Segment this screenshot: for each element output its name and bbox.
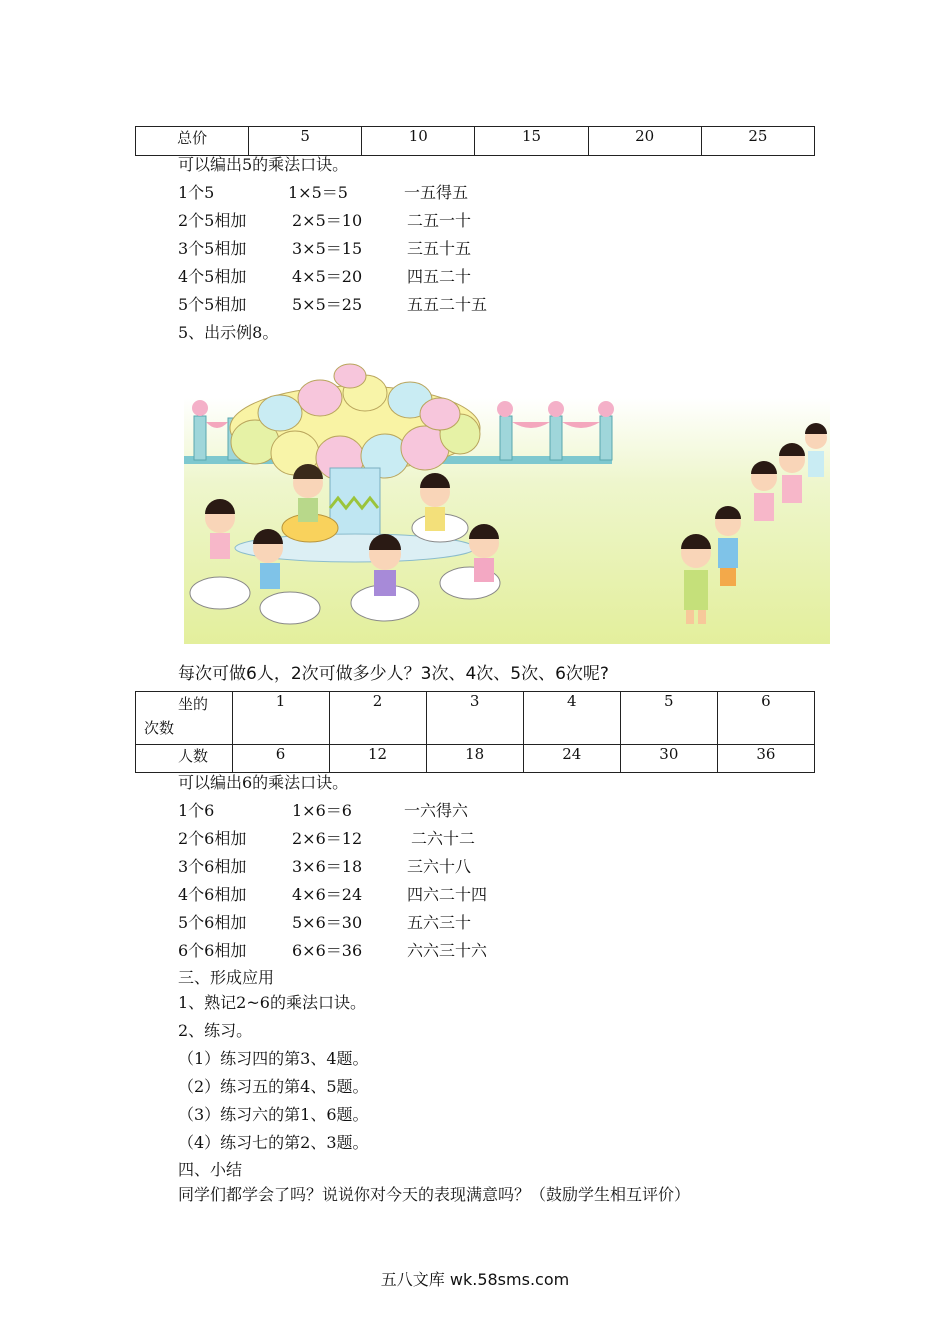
example-question: 每次可做6人，2次可做多少人？3次、4次、5次、6次呢? <box>178 664 609 684</box>
section-4-title: 四、小结 <box>178 1160 243 1179</box>
five-row-b: 2×5＝10 <box>292 211 363 230</box>
six-intro: 可以编出6的乘法口诀。 <box>178 773 349 792</box>
price-label: 总价 <box>136 127 249 156</box>
six-row-b: 5×6＝30 <box>292 913 363 932</box>
price-cell: 20 <box>588 127 701 156</box>
six-row-c: 二六十二 <box>411 829 476 848</box>
exercise-item: （3）练习六的第1、6题。 <box>178 1105 369 1124</box>
six-row-b: 4×6＝24 <box>292 885 363 904</box>
five-intro: 可以编出5的乘法口诀。 <box>178 155 349 174</box>
people-cell: 30 <box>620 744 717 772</box>
six-row-c: 五六三十 <box>407 913 472 932</box>
times-label <box>136 692 233 745</box>
people-cell: 36 <box>717 744 814 772</box>
times-cell: 1 <box>232 692 329 745</box>
times-cell: 6 <box>717 692 814 745</box>
people-cell: 18 <box>426 744 523 772</box>
five-row-c: 五五二十五 <box>407 295 488 314</box>
example-8-heading: 5、出示例8。 <box>178 323 279 342</box>
six-row-c: 三六十八 <box>407 857 472 876</box>
times-cell: 4 <box>523 692 620 745</box>
six-row-c: 四六二十四 <box>407 885 488 904</box>
five-row-a: 5个5相加 <box>178 295 247 314</box>
times-label-line1: 坐的 <box>178 695 209 713</box>
price-cell: 15 <box>475 127 588 156</box>
five-row-b: 3×5＝15 <box>292 239 363 258</box>
section-4-text: 同学们都学会了吗？说说你对今天的表现满意吗？（鼓励学生相互评价） <box>178 1185 691 1204</box>
people-label <box>136 744 233 772</box>
section-3-title: 三、形成应用 <box>178 968 275 987</box>
people-label-text: 人数 <box>178 746 209 765</box>
six-row-c: 六六三十六 <box>407 941 488 960</box>
exercise-item: （1）练习四的第3、4题。 <box>178 1049 369 1068</box>
five-row-c: 二五一十 <box>407 211 472 230</box>
five-row-c: 三五十五 <box>407 239 472 258</box>
six-row-b: 2×6＝12 <box>292 829 363 848</box>
six-row-b: 3×6＝18 <box>292 857 363 876</box>
people-cell: 6 <box>232 744 329 772</box>
six-row-a: 1个6 <box>178 801 215 820</box>
price-table <box>135 126 815 156</box>
ride-table <box>135 691 815 773</box>
five-row-a: 2个5相加 <box>178 211 247 230</box>
times-label-line2: 次数 <box>144 719 175 737</box>
five-row-b: 1×5＝5 <box>288 183 348 202</box>
five-row-c: 一五得五 <box>404 183 469 202</box>
six-row-a: 5个6相加 <box>178 913 247 932</box>
people-cell: 12 <box>329 744 426 772</box>
price-cell: 5 <box>249 127 362 156</box>
times-cell: 3 <box>426 692 523 745</box>
six-row-a: 4个6相加 <box>178 885 247 904</box>
five-row-a: 1个5 <box>178 183 215 202</box>
five-row-a: 3个5相加 <box>178 239 247 258</box>
six-row-b: 6×6＝36 <box>292 941 363 960</box>
six-row-c: 一六得六 <box>404 801 469 820</box>
footer-watermark: 五八文库 wk.58sms.com <box>380 1270 570 1289</box>
five-row-c: 四五二十 <box>407 267 472 286</box>
six-row-a: 2个6相加 <box>178 829 247 848</box>
section-3-item-1: 1、熟记2~6的乘法口诀。 <box>178 993 366 1012</box>
section-3-item-2: 2、练习。 <box>178 1021 253 1040</box>
exercise-item: （2）练习五的第4、5题。 <box>178 1077 369 1096</box>
five-row-a: 4个5相加 <box>178 267 247 286</box>
five-row-b: 4×5＝20 <box>292 267 363 286</box>
six-row-b: 1×6＝6 <box>292 801 352 820</box>
carousel-illustration <box>180 358 832 648</box>
times-cell: 5 <box>620 692 717 745</box>
five-row-b: 5×5＝25 <box>292 295 363 314</box>
price-cell: 10 <box>362 127 475 156</box>
six-row-a: 6个6相加 <box>178 941 247 960</box>
six-row-a: 3个6相加 <box>178 857 247 876</box>
price-cell: 25 <box>701 127 814 156</box>
exercise-item: （4）练习七的第2、3题。 <box>178 1133 369 1152</box>
people-cell: 24 <box>523 744 620 772</box>
times-cell: 2 <box>329 692 426 745</box>
